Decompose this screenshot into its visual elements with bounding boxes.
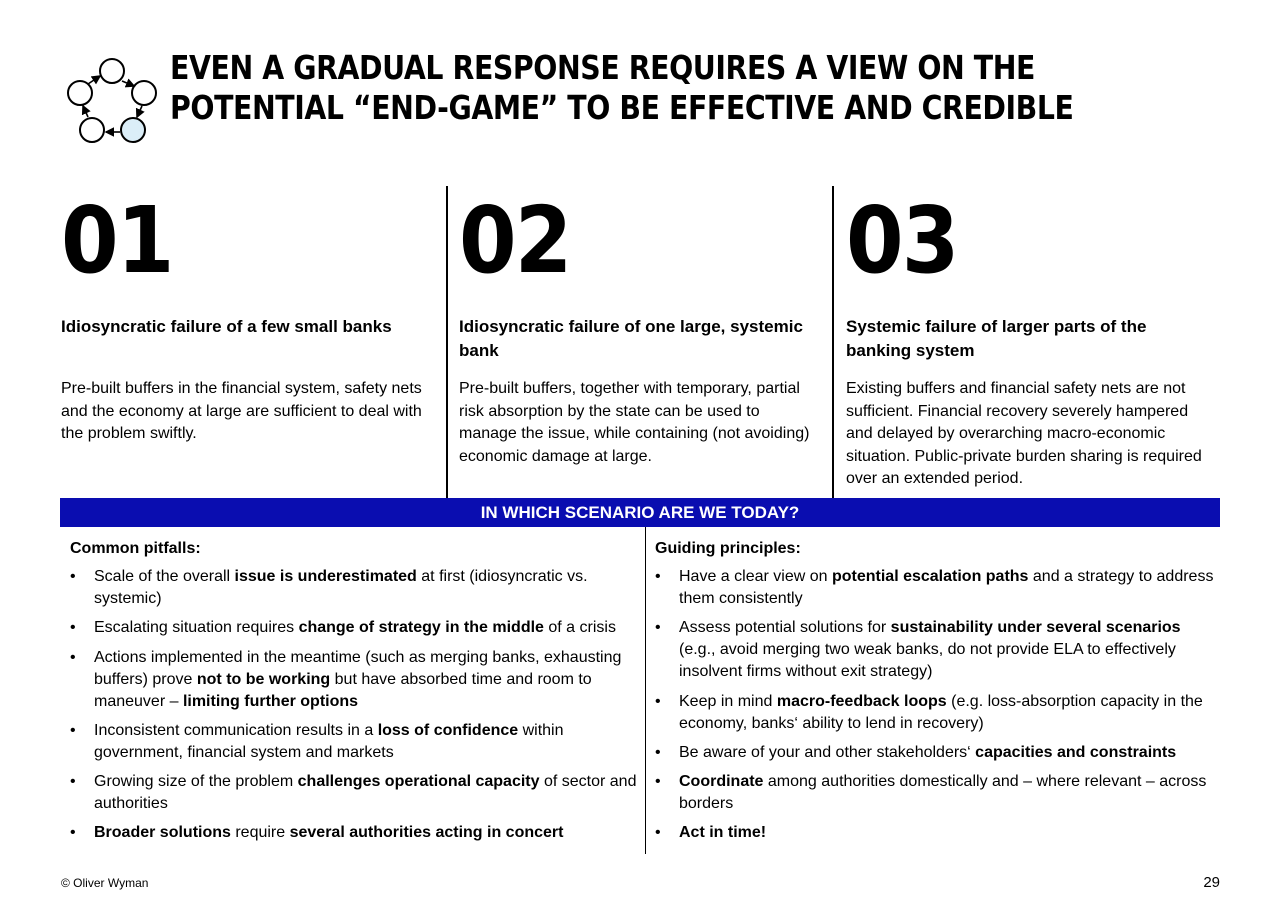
emphasis-text: loss of confidence [377, 721, 519, 739]
item-text: Inconsistent communication results in a [94, 721, 378, 739]
item-text: Keep in mind [679, 692, 777, 710]
bullet-icon: • [655, 743, 661, 761]
item-text: Scale of the overall [94, 568, 235, 585]
scenario-number: 01 [61, 187, 173, 294]
principles-list [655, 538, 1215, 852]
item-text: and a strategy to address them consistently [679, 568, 1214, 607]
bullet-icon: • [70, 568, 76, 585]
item-text: among authorities domestically and – where relevant – across borders [679, 773, 1207, 813]
item-text: (e.g., avoid merging two weak banks, do not provide ELA to effectively insolvent firms without exit strategy) [679, 641, 1176, 681]
bullet-icon: • [655, 568, 661, 585]
emphasis-text: Act in time! [679, 824, 767, 842]
item-text: Have a clear view on [679, 568, 832, 585]
bullet-icon: • [70, 773, 76, 791]
item-text: (e.g. loss-absorption capacity in the economy, banks‘ ability to lend in recovery) [679, 692, 1203, 732]
emphasis-text: potential escalation paths [831, 568, 1029, 585]
scenario-card-3 [846, 186, 1206, 496]
scenario-title: Systemic failure of larger parts of the banking system [846, 317, 1147, 360]
list-item [70, 647, 640, 713]
bullet-icon: • [655, 692, 661, 710]
list-item [70, 720, 640, 764]
item-text: Assess potential solutions for [679, 619, 891, 637]
emphasis-text: not to be working [196, 670, 331, 688]
list-item [70, 617, 640, 639]
scenario-title: Idiosyncratic failure of a few small banks [61, 317, 392, 336]
list-item [655, 742, 1215, 764]
scenario-number: 03 [846, 187, 958, 294]
list-item [655, 771, 1215, 815]
list-item [655, 822, 1215, 844]
item-text: Growing size of the problem [94, 773, 298, 791]
scenario-description: Existing buffers and financial safety nets are not sufficient. Financial recovery severely hampered and delayed by overarching macro-economic situation. Public-private burden sharing is required over an extended period. [846, 380, 1202, 487]
bullet-icon: • [70, 824, 76, 842]
bullet-icon: • [655, 619, 661, 637]
scenario-card-2 [459, 186, 821, 496]
scenario-card-1 [61, 186, 431, 496]
pitfalls-list [70, 538, 640, 852]
bullet-icon: • [70, 648, 76, 666]
list-item [655, 691, 1215, 735]
emphasis-text: several authorities acting in concert [289, 824, 564, 842]
item-text: Escalating situation requires [94, 619, 299, 637]
column-divider [832, 186, 834, 498]
item-text: require [230, 824, 290, 842]
list-item [70, 822, 640, 844]
emphasis-text: challenges operational capacity [297, 773, 540, 791]
list-item [655, 566, 1215, 610]
page-number: 29 [1203, 874, 1220, 891]
scenario-title: Idiosyncratic failure of one large, systemic bank [459, 317, 803, 360]
principles-heading: Guiding principles: [655, 540, 801, 557]
column-divider [446, 186, 448, 498]
emphasis-text: Broader solutions [94, 824, 231, 842]
list-item [70, 771, 640, 815]
emphasis-text: macro-feedback loops [776, 692, 947, 710]
bullet-icon: • [655, 773, 661, 791]
item-text: of a crisis [543, 619, 616, 637]
item-text: Actions implemented in the meantime (such as merging banks, exhausting buffers) prove [94, 648, 622, 688]
emphasis-text: issue is underestimated [234, 568, 417, 585]
cycle-logo-icon [64, 54, 160, 148]
emphasis-text: change of strategy in the middle [298, 619, 544, 637]
list-item [70, 566, 640, 610]
item-text: at first (idiosyncratic vs. systemic) [94, 568, 588, 607]
emphasis-text: Coordinate [679, 773, 764, 791]
scenario-number: 02 [459, 187, 571, 294]
emphasis-text: limiting further options [182, 692, 359, 710]
list-divider [645, 527, 646, 854]
page-title: EVEN A GRADUAL RESPONSE REQUIRES A VIEW ON THE POTENTIAL “END-GAME” TO BE EFFECTIVE AND CREDIBLE [170, 48, 1074, 127]
emphasis-text: capacities and constraints [975, 743, 1177, 761]
bullet-icon: • [70, 619, 76, 637]
list-item [655, 617, 1215, 683]
scenario-description: Pre-built buffers, together with temporary, partial risk absorption by the state can be used to manage the issue, while containing (not avoiding) economic damage at large. [459, 380, 810, 465]
emphasis-text: sustainability under several scenarios [890, 619, 1181, 637]
item-text: but have absorbed time and room to maneuver – [94, 670, 592, 710]
copyright-footer: © Oliver Wyman [61, 876, 149, 890]
pitfalls-heading: Common pitfalls: [70, 540, 201, 557]
bullet-icon: • [70, 721, 76, 739]
item-text: of sector and authorities [94, 773, 637, 813]
item-text: within government, financial system and markets [94, 721, 564, 761]
bullet-icon: • [655, 824, 661, 842]
scenario-question-banner: IN WHICH SCENARIO ARE WE TODAY? [60, 498, 1220, 527]
item-text: Be aware of your and other stakeholders‘ [679, 743, 976, 761]
scenario-description: Pre-built buffers in the financial system, safety nets and the economy at large are sufficient to deal with the problem swiftly. [61, 380, 422, 442]
